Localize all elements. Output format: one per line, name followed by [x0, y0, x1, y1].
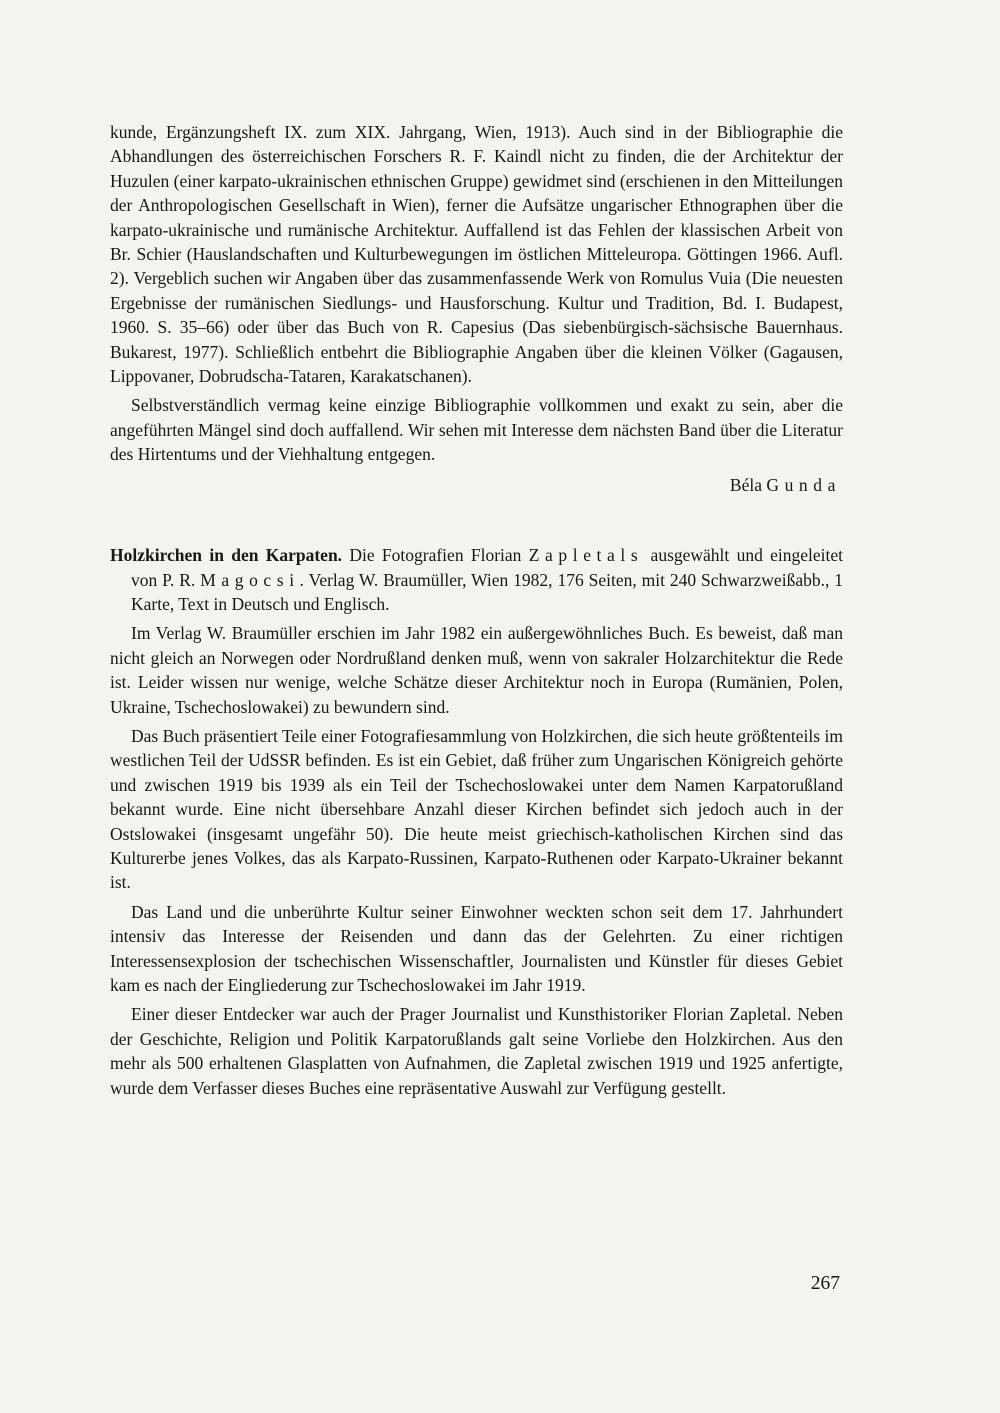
paragraph-review-zapletal: Einer dieser Entdecker war auch der Prager Journalist und Kunsthistoriker Florian Zapletal. Neben der Geschichte, Religion und Politik Karpatorußlands galt seine Vorliebe den Holzkirchen. Aus den mehr als 500 erhaltenen Glasplatten von Aufnahmen, die Zapletal zwischen 1919 und 1925 anfertigte, wurde dem Verfasser dieses Buches eine repräsentative Auswahl zur Verfügung gestellt. — [110, 1004, 843, 1098]
paragraph-review-history: Das Land und die unberührte Kultur seiner Einwohner weckten schon seit dem 17. Jahrhundert intensiv das Interesse der Reisenden und dann das der Gelehrten. Zu einer richtigen Interessensexplosion der tschechischen Wissenschaftler, Journalisten und Künstler für dieses Gebiet kam es nach der Eingliederung zur Tschechoslowakei im Jahr 1919. — [110, 901, 843, 995]
reviewer-signature: Béla Gunda — [729, 474, 841, 495]
paragraph-bibliography-critique: kunde, Ergänzungsheft IX. zum XIX. Jahrgang, Wien, 1913). Auch sind in der Bibliographie die Abhandlungen des österreichischen Forschers R. F. Kaindl nicht zu finden, die der Architektur der Huzulen (einer karpato-ukrainischen ethnischen Gruppe) gewidmet sind (erschienen in den Mitteilungen der Anthropologischen Gesellschaft in Wien), ferner die Aufsätze ungarischer Ethnographen über die karpato-ukrainische und rumänische Architektur. Auffallend ist das Fehlen der klassischen Arbeit von Br. Schier (Hauslandschaften und Kulturbewegungen im östlichen Mitteleuropa. Göttingen 1966. Aufl. 2). Vergeblich suchen wir Angaben über das zusammenfassende Werk von Romulus Vuia (Die neuesten Ergebnisse der rumänischen Siedlungs- und Hausforschung. Kultur und Tradition, Bd. I. Budapest, 1960. S. 35–66) oder über das Buch von R. Capesius (Das siebenbürgisch-sächsische Bauernhaus. Bukarest, 1977). Schließlich entbehrt die Bibliographie Angaben über die kleinen Völker (Gagausen, Lippovaner, Dobrudscha-Tataren, Karakatschanen). — [110, 122, 843, 387]
paragraph-review-content: Das Buch präsentiert Teile einer Fotografiesammlung von Holzkirchen, die sich heute größtenteils im westlichen Teil der UdSSR befinden. Es ist ein Gebiet, daß früher zum Ungarischen Königreich gehörte und zwischen 1919 bis 1939 als ein Teil der Tschechoslowakei unter dem Namen Karpatorußland bekannt wurde. Eine nicht übersehbare Anzahl dieser Kirchen befindet sich jedoch auch in der Ostslowakei (insgesamt ungefähr 50). Die heute meist griechisch-katholischen Kirchen sind das Kulturerbe jenes Volkes, das als Karpato-Russinen, Karpato-Ruthenen oder Karpato-Ukrainer bekannt ist. — [110, 725, 843, 893]
page-number: 267 — [810, 1273, 840, 1294]
text-column — [110, 120, 843, 1105]
review-heading: Holzkirchen in den Karpaten. Die Fotografien Florian Zapletals ausgewählt und eingeleitet von P. R. Magocsi. Verlag W. Braumüller, Wien 1982, 176 Seiten, mit 240 Schwarzweißabb., 1 Karte, Text in Deutsch und Englisch. — [110, 545, 844, 614]
paragraph-closing-remark: Selbstverständlich vermag keine einzige Bibliographie vollkommen und exakt zu sein, aber die angeführten Mängel sind doch auffallend. Wir sehen mit Interesse dem nächsten Band über die Literatur des Hirtentums und der Viehhaltung entgegen. — [110, 395, 843, 465]
paragraph-review-intro: Im Verlag W. Braumüller erschien im Jahr 1982 ein außergewöhnliches Buch. Es beweist, daß man nicht gleich an Norwegen oder Nordrußland denken muß, wenn von sakraler Holzarchitektur die Rede ist. Leider wissen nur wenige, welche Schätze dieser Architektur noch in Europa (Rumänien, Polen, Ukraine, Tschechoslowakei) zu bewundern sind. — [110, 623, 843, 717]
